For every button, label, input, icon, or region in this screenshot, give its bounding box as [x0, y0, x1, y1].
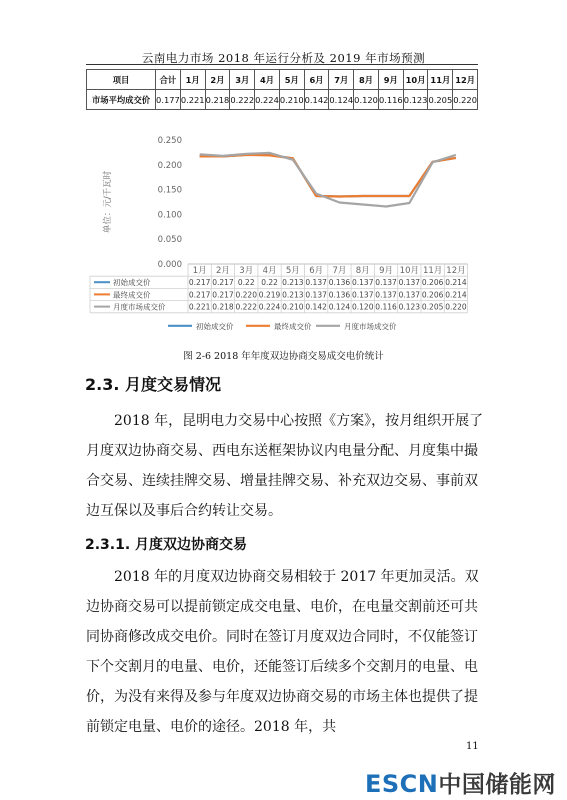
table-header-cell: 3月 — [230, 70, 255, 90]
y-tick-label: 0.250 — [157, 136, 182, 146]
table-header-item: 项目 — [87, 70, 156, 90]
table-header-cell: 7月 — [329, 70, 354, 90]
data-label: 0.136 — [328, 290, 351, 300]
watermark-logo: ESCN — [365, 770, 439, 798]
chart-svg — [86, 124, 478, 344]
x-tick-label: 12月 — [446, 266, 466, 276]
data-label: 0.124 — [328, 302, 351, 312]
table-header-cell: 4月 — [255, 70, 280, 90]
data-label: 0.210 — [282, 302, 304, 312]
data-label: 0.137 — [352, 290, 374, 300]
table-header-cell: 12月 — [453, 70, 478, 90]
x-tick-label: 6月 — [309, 266, 324, 276]
price-line-chart — [86, 124, 478, 344]
x-tick-label: 5月 — [285, 266, 300, 276]
watermark-text: 中国储能网 — [438, 772, 556, 798]
table-cell: 0.120 — [354, 90, 379, 110]
table-header-row — [87, 70, 478, 90]
y-tick-label: 0.000 — [157, 260, 182, 270]
data-label: 0.219 — [258, 290, 281, 300]
data-label: 0.214 — [445, 290, 467, 300]
table-cell: 0.142 — [304, 90, 329, 110]
table-header-cell: 10月 — [403, 70, 428, 90]
table-header-cell: 6月 — [304, 70, 329, 90]
table-cell: 0.220 — [453, 90, 478, 110]
data-label: 0.137 — [398, 278, 421, 288]
page-number: 11 — [466, 741, 479, 752]
data-label: 0.217 — [212, 278, 234, 288]
table-cell: 0.205 — [428, 90, 453, 110]
section-heading: 2.3. 月度交易情况 — [85, 375, 221, 394]
data-label: 0.137 — [398, 290, 421, 300]
data-label: 0.224 — [258, 302, 281, 312]
x-tick-label: 9月 — [379, 266, 394, 276]
paragraph-1: 2018 年，昆明电力交易中心按照《方案》，按月组织开展了月度双边协商交易、西电东送框架协议内电量分配、月度集中撮合交易、连续挂牌交易、增量挂牌交易、补充双边交易、事前双边互保以及事后合约转让交易。 — [86, 413, 484, 519]
table-cell: 0.124 — [329, 90, 354, 110]
table-header-cell: 11月 — [428, 70, 453, 90]
x-tick-label: 4月 — [262, 266, 277, 276]
legend-entry-1: 初始成交价 — [196, 321, 234, 331]
data-label: 0.137 — [375, 290, 397, 300]
data-label: 0.217 — [188, 290, 211, 300]
data-label: 0.123 — [398, 302, 421, 312]
x-tick-label: 7月 — [332, 266, 347, 276]
table-row-label: 市场平均成交价 — [87, 90, 156, 110]
data-table-series-name: 月度市场成交价 — [113, 302, 166, 312]
y-tick-label: 0.100 — [157, 210, 182, 221]
data-label: 0.213 — [282, 290, 304, 300]
y-axis-label: 单位：元/千瓦时 — [103, 170, 113, 234]
header-rule — [86, 64, 478, 65]
table-header-cell: 2月 — [205, 70, 230, 90]
data-label: 0.213 — [282, 278, 304, 288]
data-label: 0.206 — [421, 290, 444, 300]
data-label: 0.218 — [212, 302, 234, 312]
data-label: 0.137 — [375, 278, 397, 288]
data-label: 0.120 — [352, 302, 374, 312]
table-header-cell: 合计 — [156, 70, 181, 90]
table-cell: 0.177 — [156, 90, 181, 110]
figure-caption: 图 2-6 2018 年年度双边协商交易成交电价统计 — [183, 351, 384, 362]
x-tick-label: 1月 — [192, 266, 207, 276]
data-label: 0.222 — [235, 302, 257, 312]
y-tick-label: 0.200 — [157, 160, 182, 171]
x-tick-label: 11月 — [422, 266, 443, 276]
price-summary-table — [86, 69, 478, 110]
data-label: 0.220 — [445, 302, 467, 312]
x-tick-label: 10月 — [399, 266, 420, 276]
x-tick-label: 2月 — [215, 266, 230, 276]
data-label: 0.136 — [328, 278, 351, 288]
x-tick-label: 3月 — [239, 266, 254, 276]
table-cell: 0.222 — [230, 90, 255, 110]
x-tick-label: 8月 — [355, 266, 370, 276]
y-tick-label: 0.050 — [157, 235, 182, 246]
data-label: 0.217 — [188, 278, 211, 288]
watermark — [365, 766, 556, 799]
data-label: 0.22 — [237, 278, 255, 288]
table-cell: 0.224 — [255, 90, 280, 110]
data-label: 0.217 — [212, 290, 234, 300]
legend-entry-3: 月度市场成交价 — [344, 321, 397, 331]
data-label: 0.221 — [188, 302, 211, 312]
table-cell: 0.210 — [279, 90, 304, 110]
data-label: 0.137 — [305, 278, 327, 288]
data-table-series-name: 最终成交价 — [113, 290, 151, 300]
data-label: 0.142 — [305, 302, 327, 312]
data-label: 0.137 — [352, 278, 374, 288]
data-label: 0.220 — [235, 290, 257, 300]
table-header-cell: 9月 — [378, 70, 403, 90]
data-label: 0.22 — [261, 278, 278, 288]
table-cell: 0.116 — [378, 90, 403, 110]
table-header-cell: 1月 — [180, 70, 205, 90]
table-cell: 0.123 — [403, 90, 428, 110]
data-label: 0.206 — [421, 278, 444, 288]
series-line-3 — [200, 153, 456, 207]
data-label: 0.116 — [375, 302, 397, 312]
table-cell: 0.221 — [180, 90, 205, 110]
running-header: 云南电力市场 2018 年运行分析及 2019 年市场预测 — [141, 51, 426, 65]
data-table-series-name: 初始成交价 — [113, 278, 151, 288]
y-tick-label: 0.150 — [157, 185, 182, 196]
legend-entry-2: 最终成交价 — [274, 321, 312, 331]
data-label: 0.214 — [445, 278, 467, 288]
table-row — [87, 90, 478, 110]
data-label: 0.205 — [421, 302, 444, 312]
table-header-cell: 8月 — [354, 70, 379, 90]
paragraph-2: 2018 年的月度双边协商交易相较于 2017 年更加灵活。双边协商交易可以提前锁定成交电量、电价，在电量交割前还可共同协商修改成交电价。同时在签订月度双边合同时，不仅能签订下个交割月的电量、电价，还能签订后续多个交割月的电量、电价，为没有来得及参与年度双边协商交易的市场主体也提供了提前锁定电量、电价的途径。2018 年，共 — [86, 569, 479, 735]
data-label: 0.137 — [305, 290, 327, 300]
table-header-cell: 5月 — [279, 70, 304, 90]
table-cell: 0.218 — [205, 90, 230, 110]
subsection-heading: 2.3.1. 月度双边协商交易 — [85, 537, 248, 553]
